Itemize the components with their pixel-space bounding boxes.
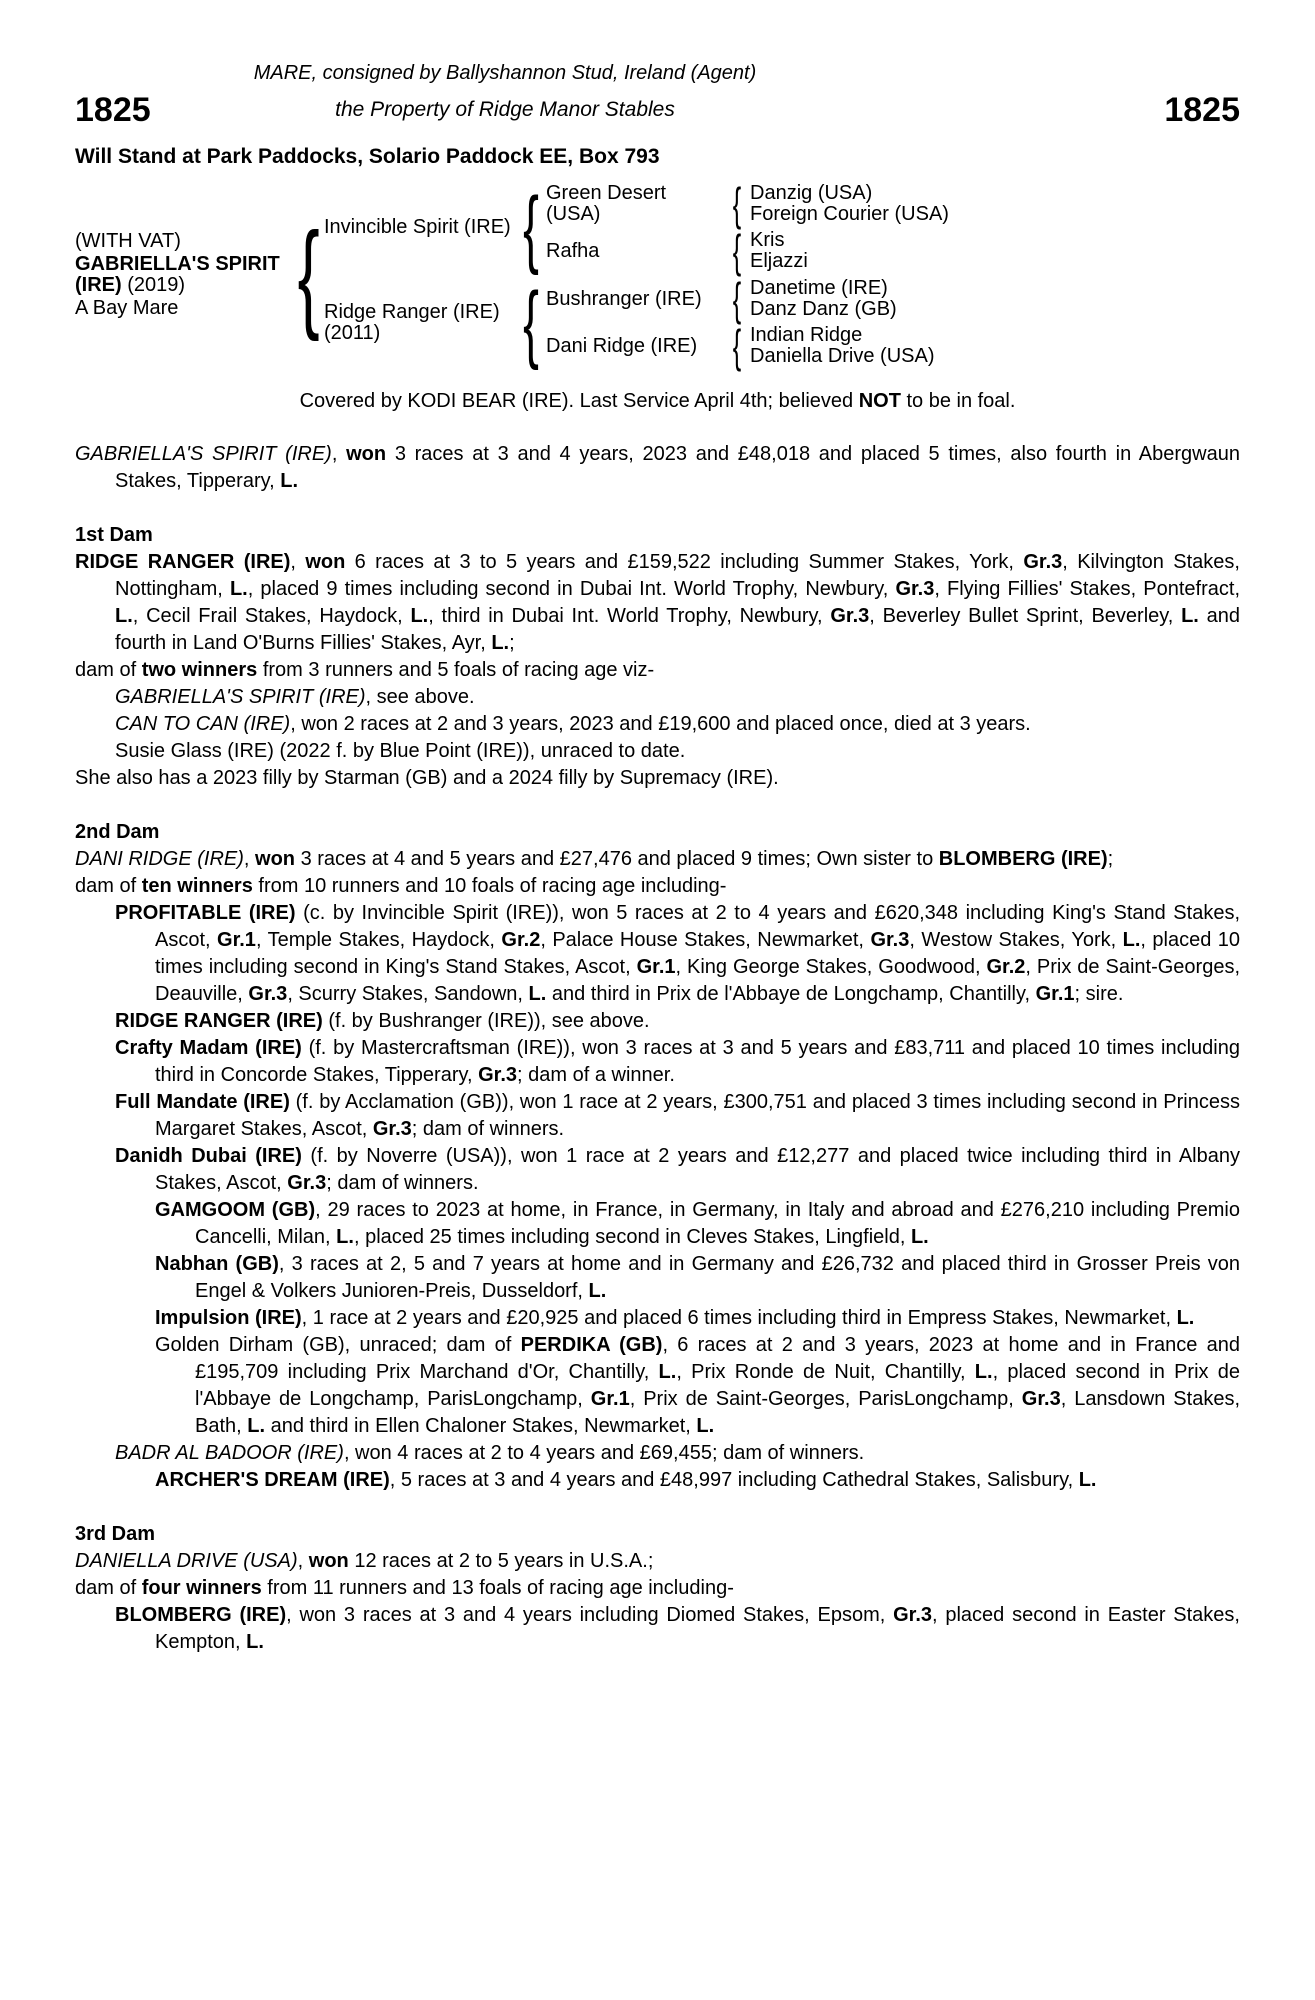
subject-name: GABRIELLA'S SPIRIT (IRE) [75, 253, 280, 296]
gen3-name: Eljazzi [750, 250, 808, 272]
catalogue-paragraph: dam of two winners from 3 runners and 5 foals of racing age viz- [75, 659, 655, 681]
pedigree-generations [324, 180, 1240, 370]
brace-icon: { [732, 320, 742, 372]
catalogue-paragraph: RIDGE RANGER (IRE) (f. by Bushranger (IRE)), see above. [115, 1010, 650, 1032]
catalogue-paragraph: Danidh Dubai (IRE) (f. by Noverre (USA)), won 1 race at 2 years and £12,277 and placed twice including third in Albany Stakes, Ascot, Gr.3; dam of winners. [115, 1145, 1240, 1194]
catalogue-paragraph: Impulsion (IRE), 1 race at 2 years and £20,925 and placed 6 times including third in Empress Stakes, Newmarket, L. [155, 1307, 1195, 1329]
catalogue-paragraph: DANI RIDGE (IRE), won 3 races at 4 and 5 years and £27,476 and placed 9 times; Own sister to BLOMBERG (IRE); [75, 848, 1114, 870]
section-paragraphs [75, 1548, 1240, 1656]
gen3-name: Foreign Courier (USA) [750, 203, 949, 225]
dam-name: Ridge Ranger (IRE) (2011) [324, 300, 500, 344]
covered-line: Covered by KODI BEAR (IRE). Last Service April 4th; believed NOT to be in foal. [299, 390, 1016, 412]
sire-name: Invincible Spirit (IRE) [324, 216, 511, 238]
property-line: the Property of Ridge Manor Stables [335, 98, 675, 121]
pedigree-group [546, 273, 1240, 325]
dam-sire-name: Bushranger (IRE) [546, 287, 702, 310]
pedigree-subject [75, 231, 290, 319]
stand-location-line: Will Stand at Park Paddocks, Solario Paddock EE, Box 793 [75, 145, 660, 168]
brace-icon: { [732, 225, 742, 277]
gen3-name: Danzig (USA) [750, 182, 873, 204]
intro-paragraph: GABRIELLA'S SPIRIT (IRE), won 3 races at 3 and 4 years, 2023 and £48,018 and placed 5 times, also fourth in Abergwaun Stakes, Tipperary, L. [75, 443, 1240, 492]
section-paragraphs [75, 846, 1240, 1494]
pedigree-sire-half [324, 180, 1240, 275]
pedigree-group [546, 225, 1240, 277]
dam-dam-name: Dani Ridge (IRE) [546, 334, 698, 357]
gen3-name: Kris [750, 229, 785, 251]
catalogue-paragraph: CAN TO CAN (IRE), won 2 races at 2 and 3 years, 2023 and £19,600 and placed once, died at 3 years. [115, 713, 1031, 735]
sire-dam-name: Rafha [546, 239, 600, 262]
gen3-name: Danetime (IRE) [750, 277, 888, 299]
section-1st-dam [75, 522, 1240, 792]
sire-sire-name: Green Desert (USA) [546, 182, 667, 225]
pedigree-group [546, 178, 1240, 230]
catalogue-paragraph: dam of four winners from 11 runners and 13 foals of racing age including- [75, 1577, 734, 1599]
catalogue-paragraph: GABRIELLA'S SPIRIT (IRE), see above. [115, 686, 475, 708]
subject-description: A Bay Mare [75, 297, 179, 319]
catalogue-paragraph: Full Mandate (IRE) (f. by Acclamation (GB)), won 1 race at 2 years, £300,751 and placed 3 times including second in Princess Margaret Stakes, Ascot, Gr.3; dam of winners. [115, 1091, 1240, 1140]
gen3-name: Danz Danz (GB) [750, 298, 897, 320]
subject-year: (2019) [121, 274, 186, 296]
catalogue-paragraph: ARCHER'S DREAM (IRE), 5 races at 3 and 4 years and £48,997 including Cathedral Stakes, Salisbury, L. [155, 1469, 1097, 1491]
brace-icon: { [732, 273, 742, 325]
section-heading: 3rd Dam [75, 1523, 156, 1545]
catalogue-paragraph: BADR AL BADOOR (IRE), won 4 races at 2 to 4 years and £69,455; dam of winners. [115, 1442, 865, 1464]
catalogue-paragraph: dam of ten winners from 10 runners and 10 foals of racing age including- [75, 875, 727, 897]
section-3rd-dam [75, 1521, 1240, 1656]
catalogue-paragraph: Nabhan (GB), 3 races at 2, 5 and 7 years at home and in Germany and £26,732 and placed third in Grosser Preis von Engel & Volkers Junioren-Preis, Dusseldorf, L. [155, 1253, 1241, 1302]
catalogue-paragraph: She also has a 2023 filly by Starman (GB) and a 2024 filly by Supremacy (IRE). [75, 767, 779, 789]
catalogue-paragraph: RIDGE RANGER (IRE), won 6 races at 3 to 5 years and £159,522 including Summer Stakes, York, Gr.3, Kilvington Stakes, Nottingham, L., placed 9 times including second in Dubai Int. World Trophy, Newbury, Gr.3, Flying Fillies' Stakes, Pontefract, L., Cecil Frail Stakes, Haydock, L., third in Dubai Int. World Trophy, Newbury, Gr.3, Beverley Bullet Sprint, Beverley, L. and fourth in Land O'Burns Fillies' Stakes, Ayr, L.; [75, 551, 1241, 654]
brace-icon: { [523, 274, 539, 371]
subject-name-line [75, 254, 290, 296]
catalogue-paragraph: Susie Glass (IRE) (2022 f. by Blue Point (IRE)), unraced to date. [115, 740, 686, 762]
section-heading: 2nd Dam [75, 821, 160, 843]
section-2nd-dam [75, 819, 1240, 1494]
catalogue-paragraph: BLOMBERG (IRE), won 3 races at 3 and 4 years including Diomed Stakes, Epsom, Gr.3, placed second in Easter Stakes, Kempton, L. [115, 1604, 1240, 1653]
vat-note: (WITH VAT) [75, 230, 181, 252]
section-heading: 1st Dam [75, 524, 153, 546]
catalogue-paragraph: GAMGOOM (GB), 29 races to 2023 at home, in France, in Germany, in Italy and abroad and £276,210 including Premio Cancelli, Milan, L., placed 25 times including second in Cleves Stakes, Lingfield, L. [155, 1199, 1240, 1248]
brace-icon: { [297, 208, 320, 342]
pedigree-group [546, 320, 1240, 372]
gen3-name: Daniella Drive (USA) [750, 345, 935, 367]
catalogue-paragraph: Crafty Madam (IRE) (f. by Mastercraftsman (IRE)), won 3 races at 3 and 5 years and £83,711 and placed 10 times including third in Concorde Stakes, Tipperary, Gr.3; dam of a winner. [115, 1037, 1240, 1086]
consignor-line: MARE, consigned by Ballyshannon Stud, Ireland (Agent) [253, 62, 757, 84]
brace-icon: { [523, 179, 539, 276]
lot-number-right: 1825 [1164, 91, 1240, 129]
pedigree-dam-half [324, 275, 1240, 370]
catalogue-paragraph: Golden Dirham (GB), unraced; dam of PERDIKA (GB), 6 races at 2 and 3 years, 2023 at home and in France and £195,709 including Prix Marchand d'Or, Chantilly, L., Prix Ronde de Nuit, Chantilly, L., placed second in Prix de l'Abbaye de Longchamp, ParisLongchamp, Gr.1, Prix de Saint-Georges, ParisLongchamp, Gr.3, Lansdown Stakes, Bath, L. and third in Ellen Chaloner Stakes, Newmarket, L. [155, 1334, 1241, 1437]
lot-row [75, 88, 1240, 132]
lot-number-left: 1825 [75, 91, 151, 129]
section-paragraphs [75, 549, 1240, 792]
catalogue-paragraph: PROFITABLE (IRE) (c. by Invincible Spirit (IRE)), won 5 races at 2 to 4 years and £620,348 including King's Stand Stakes, Ascot, Gr.1, Temple Stakes, Haydock, Gr.2, Palace House Stakes, Newmarket, Gr.3, Westow Stakes, York, L., placed 10 times including second in King's Stand Stakes, Ascot, Gr.1, King George Stakes, Goodwood, Gr.2, Prix de Saint-Georges, Deauville, Gr.3, Scurry Stakes, Sandown, L. and third in Prix de l'Abbaye de Longchamp, Chantilly, Gr.1; sire. [115, 902, 1240, 1005]
gen3-name: Indian Ridge [750, 324, 863, 346]
brace-icon: { [732, 178, 742, 230]
catalogue-paragraph: DANIELLA DRIVE (USA), won 12 races at 2 to 5 years in U.S.A.; [75, 1550, 654, 1572]
pedigree-table [75, 180, 1240, 370]
